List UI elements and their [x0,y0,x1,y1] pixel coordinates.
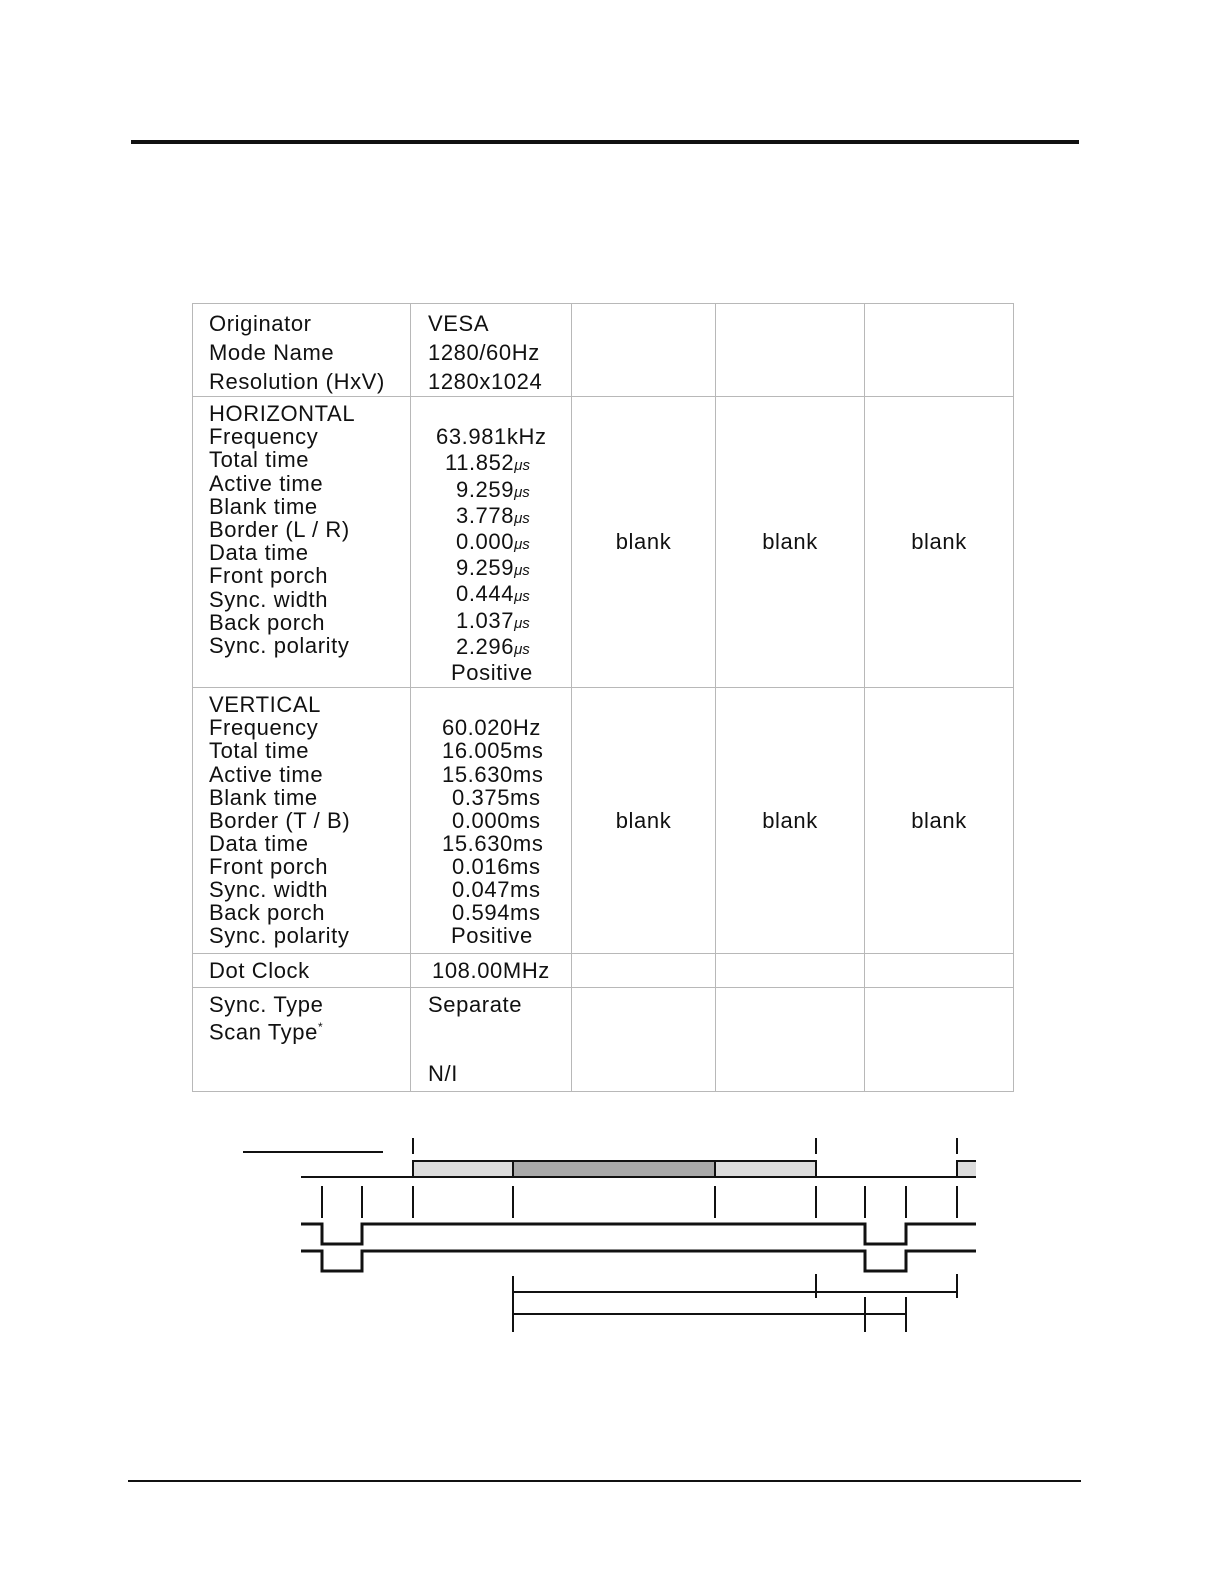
h-label: Total time [209,447,310,473]
h-value: 2.296μs [456,633,530,659]
v-label: Blank time [209,784,318,810]
v-value: 15.630ms [442,830,544,856]
h-value: 63.981kHz [436,424,547,450]
originator-value: VESA [428,311,490,336]
h-label: Back porch [209,609,326,635]
v-label: Front porch [209,853,329,879]
mode-name-value: 1280/60Hz [428,340,540,365]
h-value: Positive [451,660,533,686]
footer-rule [128,1480,1081,1482]
h-value: 0.000μs [456,529,530,555]
h-label: Blank time [209,493,318,519]
v-value: 16.005ms [442,738,544,764]
horizontal-title: HORIZONTAL [209,401,356,426]
v-label: Frequency [209,715,319,741]
blank-cell: blank [865,688,1014,954]
h-value: 0.444μs [456,581,530,607]
resolution-label: Resolution (HxV) [209,369,385,394]
vertical-title: VERTICAL [209,692,321,718]
v-label: Total time [209,738,310,764]
active-video-bar [513,1161,715,1177]
h-value: 9.259μs [456,476,530,502]
v-value: 0.000ms [452,807,541,833]
footnote-mark: * [317,1020,324,1035]
v-value: 0.594ms [452,900,541,926]
border-bar-left [413,1161,513,1177]
blank-cell: blank [865,397,1014,688]
scan-type-label: Scan Type* [209,1019,324,1045]
sync-type-value: Separate [428,992,523,1018]
h-label: Sync. width [209,586,329,612]
h-value: 3.778μs [456,502,530,528]
v-value: Positive [451,923,533,949]
sync-waveform-2 [301,1251,976,1271]
v-value: 0.016ms [452,853,541,879]
blank-cell: blank [572,397,716,688]
blank-cell: blank [716,688,865,954]
v-label: Sync. polarity [209,923,350,949]
sync-type-label: Sync. Type [209,992,324,1018]
next-line-bar [957,1161,976,1177]
v-label: Border (T / B) [209,807,351,833]
resolution-value: 1280x1024 [428,369,543,394]
h-label: Active time [209,470,324,496]
v-value: 0.375ms [452,784,541,810]
h-label: Border (L / R) [209,517,350,543]
v-value: 15.630ms [442,761,544,787]
border-bar-right [715,1161,816,1177]
blank-cell: blank [572,688,716,954]
h-value: 9.259μs [456,555,530,581]
v-value: 0.047ms [452,876,541,902]
h-label: Frequency [209,424,319,450]
h-label: Sync. polarity [209,633,350,659]
mode-name-label: Mode Name [209,340,335,365]
h-value: 11.852μs [445,450,530,476]
scan-type-value: N/I [428,1061,458,1087]
originator-label: Originator [209,311,312,336]
sync-waveform-1 [301,1224,976,1244]
v-label: Active time [209,761,324,787]
v-label: Sync. width [209,876,329,902]
v-value: 60.020Hz [442,715,541,741]
v-label: Back porch [209,900,326,926]
h-value: 1.037μs [456,607,530,633]
dot-clock-value: 108.00MHz [432,957,550,983]
v-label: Data time [209,830,309,856]
blank-cell: blank [716,397,865,688]
h-label: Data time [209,540,309,566]
dot-clock-label: Dot Clock [209,957,310,983]
h-label: Front porch [209,563,329,589]
